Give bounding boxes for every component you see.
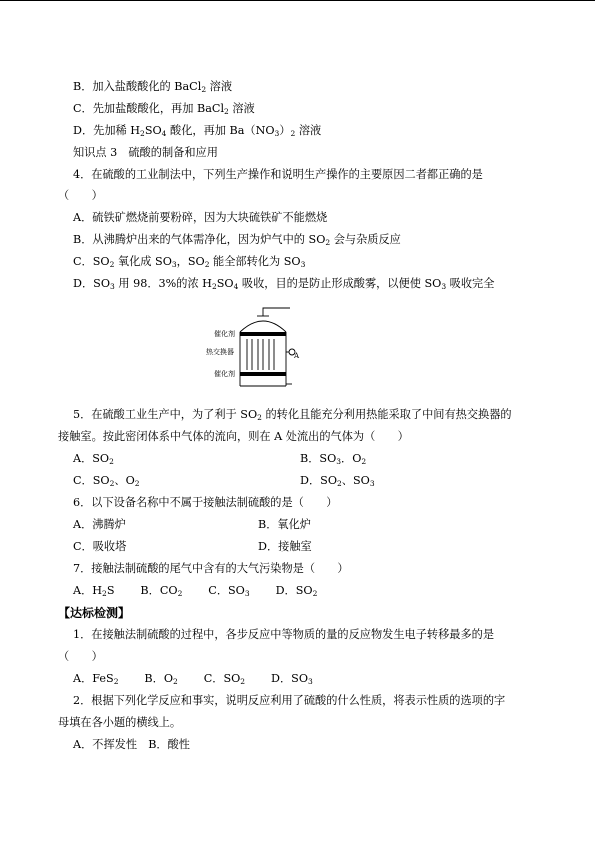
q4-option-c: C．$SO_2$ 氧化成 $SO_3$，$SO_2$ 能全部转化为 $SO_3$	[73, 255, 306, 269]
q4-option-a: A．硫铁矿燃烧前要粉碎，因为大块硫铁矿不能燃烧	[73, 211, 328, 224]
section-heading: 【达标检测】	[58, 606, 131, 620]
q6-option-c: C．吸收塔	[73, 540, 127, 553]
q7-options: A．$H_2S$ B．$CO_2$ C．$SO_3$ D．$SO_2$	[73, 584, 318, 598]
question-5-cont: 接触室。按此密闭体系中气体的流向，则在 A 处流出的气体为（ ）	[58, 430, 409, 443]
outlet-a-label: A	[294, 352, 300, 360]
heat-exchanger-label: 热交换器	[206, 348, 234, 356]
catalyst-label-top: 催化剂	[214, 330, 235, 338]
catalyst-label-bottom: 催化剂	[214, 370, 235, 378]
question-5: 5．在硫酸工业生产中，为了利于 $SO_2$ 的转化且能充分利用热能采取了中间有热交换器的	[73, 408, 512, 422]
option-c-line: C．先加盐酸酸化，再加 BaCl$_2$ 溶液	[73, 102, 255, 116]
option-d-line: D．先加稀 $H_2SO_4$ 酸化，再加 $Ba(NO_3)_2$ 溶液	[73, 124, 322, 138]
q6-option-a: A．沸腾炉	[73, 518, 126, 531]
q5-option-b: B．$SO_3$．$O_2$	[300, 452, 367, 466]
check-q2-options: A．不挥发性 B．酸性	[73, 738, 190, 751]
question-6: 6．以下设备名称中不属于接触法制硫酸的是（ ）	[73, 496, 338, 509]
answer-blank: （ ）	[58, 189, 103, 202]
check-question-2: 2．根据下列化学反应和事实，说明反应利用了硫酸的什么性质，将表示性质的选项的字	[73, 694, 506, 707]
q6-option-b: B．氧化炉	[258, 518, 311, 531]
answer-blank-2: （ ）	[58, 650, 103, 663]
question-4: 4．在硫酸的工业制法中，下列生产操作和说明生产操作的主要原因二者都正确的是	[73, 168, 483, 181]
contact-chamber-diagram	[200, 304, 310, 396]
q4-option-d: D．$SO_3$ 用 98．3%的浓 $H_2SO_4$ 吸收，目的是防止形成酸雾，以便使 $SO_3$ 吸收完全	[73, 277, 495, 291]
section-title: 知识点 3 硫酸的制备和应用	[73, 146, 218, 159]
check-question-2-cont: 母填在各小题的横线上。	[58, 716, 182, 729]
option-b-line: B．加入盐酸酸化的 BaCl$_2$ 溶液	[73, 80, 233, 94]
q6-option-d: D．接触室	[258, 540, 312, 553]
q5-option-c: C．$SO_2$、$O_2$	[73, 474, 140, 488]
check-question-1: 1．在接触法制硫酸的过程中，各步反应中等物质的量的反应物发生电子转移最多的是	[73, 628, 495, 641]
check-q1-options: A．FeS$_2$ B．$O_2$ C．$SO_2$ D．$SO_3$	[73, 672, 313, 686]
top-rule	[0, 0, 595, 1]
q4-option-b: B．从沸腾炉出来的气体需净化，因为炉气中的 $SO_2$ 会与杂质反应	[73, 233, 401, 247]
question-7: 7．接触法制硫酸的尾气中含有的大气污染物是（ ）	[73, 562, 349, 575]
q5-option-a: A．$SO_2$	[73, 452, 114, 466]
q5-option-d: D．$SO_2$、$SO_3$	[300, 474, 375, 488]
